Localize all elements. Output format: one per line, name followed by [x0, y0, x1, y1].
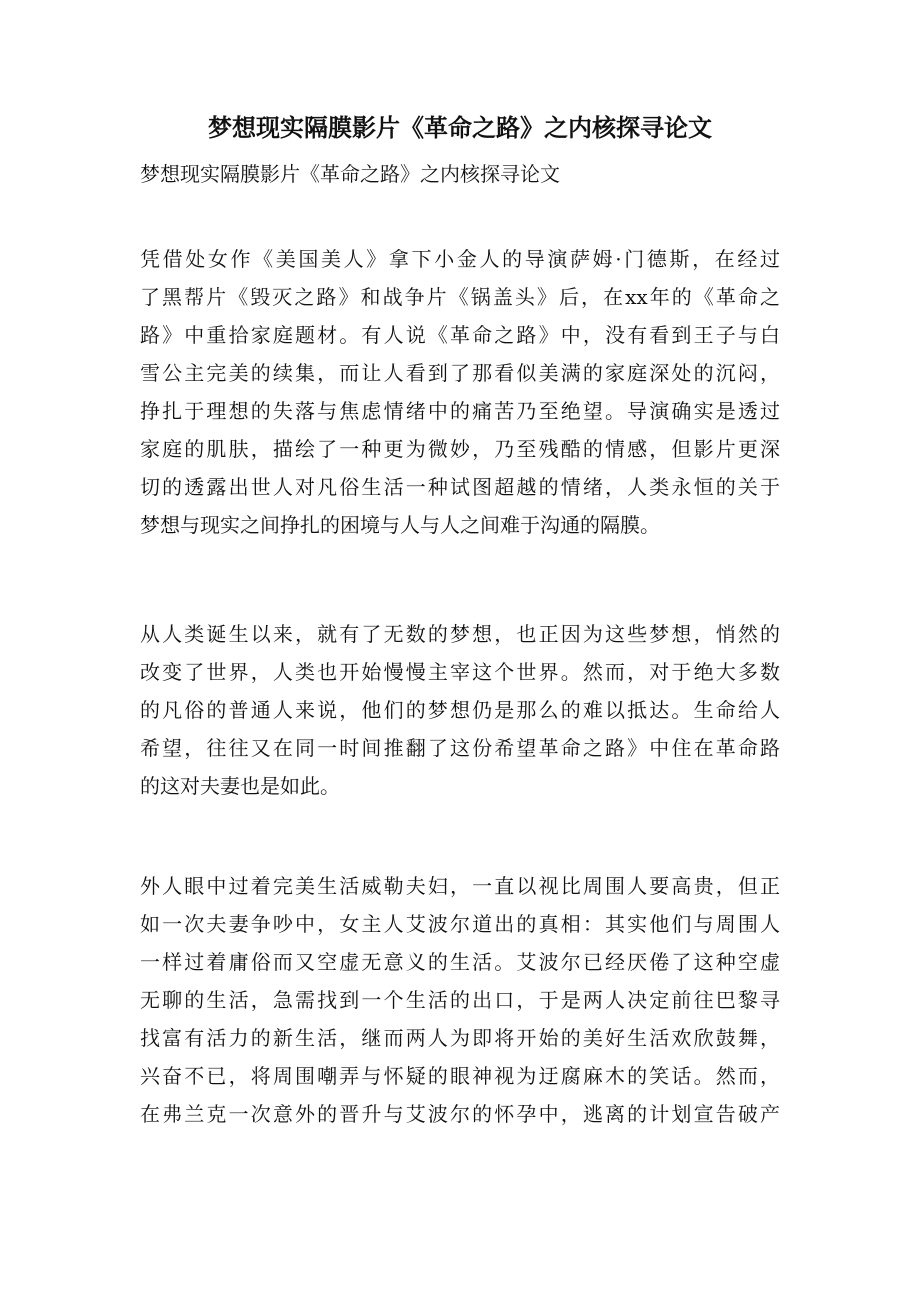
paragraph-line: 在弗兰克一次意外的晋升与艾波尔的怀孕中，逃离的计划宣告破产: [140, 1102, 780, 1126]
paragraph-line: 的这对夫妻也是如此。: [140, 774, 340, 798]
paragraph-line: 切的透露出世人对凡俗生活一种试图超越的情绪，人类永恒的关于: [140, 475, 780, 499]
paragraph-1: [140, 240, 780, 544]
paragraph-line: 凭借处女作《美国美人》拿下小金人的导演萨姆·门德斯，在经过: [140, 247, 780, 271]
paragraph-line: 无聊的生活，急需找到一个生活的出口，于是两人决定前往巴黎寻: [140, 988, 780, 1012]
paragraph-2: [140, 615, 780, 805]
paragraph-line: 兴奋不已，将周围嘲弄与怀疑的眼神视为迂腐麻木的笑话。然而，: [140, 1064, 780, 1088]
paragraph-3: [140, 867, 780, 1133]
paragraph-line: 挣扎于理想的失落与焦虑情绪中的痛苦乃至绝望。导演确实是透过: [140, 399, 780, 423]
document-subtitle: 梦想现实隔膜影片《革命之路》之内核探寻论文: [140, 162, 560, 186]
paragraph-line: 改变了世界，人类也开始慢慢主宰这个世界。然而，对于绝大多数: [140, 660, 780, 684]
paragraph-line: 一样过着庸俗而又空虚无意义的生活。艾波尔已经厌倦了这种空虚: [140, 950, 780, 974]
paragraph-line: 如一次夫妻争吵中，女主人艾波尔道出的真相：其实他们与周围人: [140, 912, 780, 936]
paragraph-line: 了黑帮片《毁灭之路》和战争片《锅盖头》后，在xx年的《革命之: [140, 285, 780, 309]
document-title: 梦想现实隔膜影片《革命之路》之内核探寻论文: [208, 113, 712, 142]
paragraph-line: 希望，往往又在同一时间推翻了这份希望革命之路》中住在革命路: [140, 736, 780, 760]
paragraph-line: 梦想与现实之间挣扎的困境与人与人之间难于沟通的隔膜。: [140, 513, 660, 537]
paragraph-line: 雪公主完美的续集，而让人看到了那看似美满的家庭深处的沉闷，: [140, 361, 780, 385]
paragraph-line: 的凡俗的普通人来说，他们的梦想仍是那么的难以抵达。生命给人: [140, 698, 780, 722]
paragraph-line: 外人眼中过着完美生活威勒夫妇，一直以视比周围人要高贵，但正: [140, 874, 780, 898]
paragraph-line: 家庭的肌肤，描绘了一种更为微妙，乃至残酷的情感，但影片更深: [140, 437, 780, 461]
paragraph-line: 路》中重拾家庭题材。有人说《革命之路》中，没有看到王子与白: [140, 323, 780, 347]
paragraph-line: 找富有活力的新生活，继而两人为即将开始的美好生活欢欣鼓舞，: [140, 1026, 780, 1050]
paragraph-line: 从人类诞生以来，就有了无数的梦想，也正因为这些梦想，悄然的: [140, 622, 780, 646]
